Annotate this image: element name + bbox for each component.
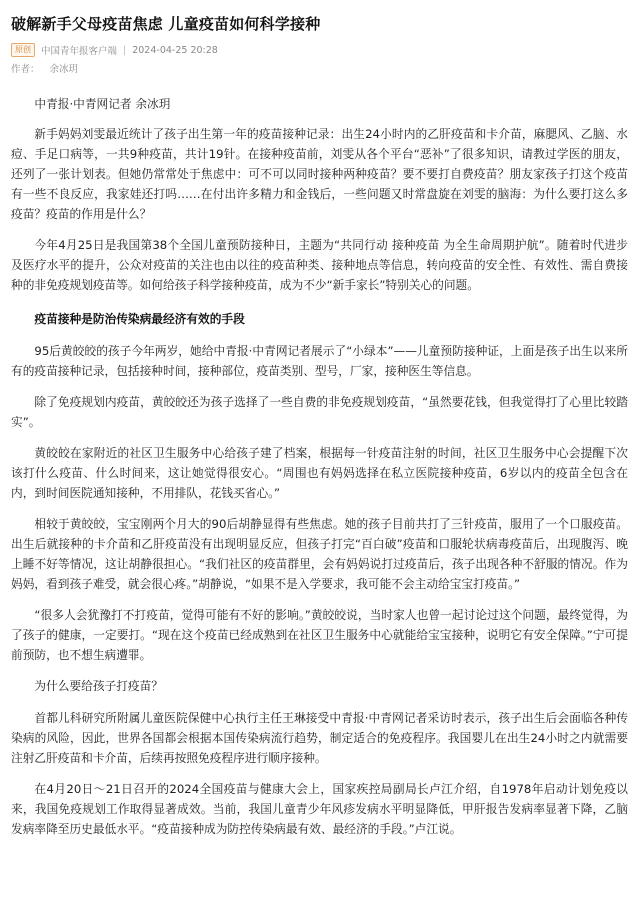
source-link[interactable]: 中国青年报客户端 [41,46,118,57]
author-label: 作者： [11,64,40,75]
body-paragraph: “很多人会犹豫打不打疫苗，觉得可能有不好的影响。”黄皎皎说，当时家人也曾一起讨论过这个问题，最终觉得，为了孩子的健康，一定要打。“现在这个疫苗已经成熟到在社区卫生服务中心就能给宝宝接种，说明它有安全保障。”宁可提前预防，也不想生病遭罪。 [11,608,628,662]
body-paragraph: 除了免疫规划内疫苗，黄皎皎还为孩子选择了一些自费的非免疫规划疫苗，“虽然要花钱，但我觉得打了心里比较踏实”。 [11,395,628,429]
question-paragraph: 为什么要给孩子打疫苗？ [34,679,163,693]
body-paragraph: 相较于黄皎皎，宝宝刚两个月大的90后胡静显得有些焦虑。她的孩子目前共打了三针疫苗，服用了一个口服疫苗。出生后就接种的卡介苗和乙肝疫苗没有出现明显反应，但孩子打完“百白破”疫苗和口服轮状病毒疫苗后，出现腹泻、晚上睡不好等情况，这让胡静很担心。“我们社区的疫苗群里，会有妈妈说打过疫苗后，孩子出现各种不舒服的情况。作为妈妈，看到孩子难受，就会很心疼。”胡静说，“如果不是入学要求，我可能不会主动给宝宝打疫苗。” [11,517,628,591]
original-badge: 原创 [11,43,35,57]
body-paragraph: 今年4月25日是我国第38个全国儿童预防接种日，主题为“共同行动 接种疫苗 为全生命周期护航”。随着时代进步及医疗水平的提升，公众对疫苗的关注也由以往的疫苗种类、接种地点等信息，转向疫苗的安全性、有效性、需自费接种的非免疫规划疫苗等。如何给孩子科学接种疫苗，成为不少“新手家长”特别关心的问题。 [11,238,628,292]
article-page [0,14,640,908]
author-row [11,61,628,75]
body-paragraph: 95后黄皎皎的孩子今年两岁，她给中青报·中青网记者展示了“小绿本”——儿童预防接种证，上面是孩子出生以来所有的疫苗接种记录，包括接种时间，接种部位，疫苗类别、型号，厂家，接种医生等信息。 [11,344,628,378]
body-paragraph: 在4月20日～21日召开的2024全国疫苗与健康大会上，国家疾控局副局长卢江介绍，自1978年启动计划免疫以来，我国免疫规划工作取得显著成效。当前，我国儿童青少年风疹发病水平明显降低，甲肝报告发病率显著下降，乙脑发病率降至历史最低水平。“疫苗接种成为防控传染病最有效、最经济的手段。”卢江说。 [11,782,628,836]
byline-paragraph: 中青报·中青网记者 余冰玥 [34,97,171,111]
section-subheading: 疫苗接种是防治传染病最经济有效的手段 [34,312,245,326]
article-title: 破解新手父母疫苗焦虑 儿童疫苗如何科学接种 [11,15,321,33]
meta-separator: | [123,44,127,56]
body-paragraph: 黄皎皎在家附近的社区卫生服务中心给孩子建了档案，根据每一针疫苗注射的时间，社区卫生服务中心会提醒下次该打什么疫苗、什么时间来，这让她觉得很安心。“周围也有妈妈选择在私立医院接种疫苗，6岁以内的疫苗全包含在内，到时间医院通知接种，不用排队，花钱买省心。” [11,446,628,500]
publish-datetime: 2024-04-25 20:28 [132,44,218,56]
body-paragraph: 新手妈妈刘雯最近统计了孩子出生第一年的疫苗接种记录：出生24小时内的乙肝疫苗和卡介苗，麻腮风、乙脑、水痘、手足口病等，一共9种疫苗，共计19针。在接种疫苗前，刘雯从各个平台“恶补”了很多知识，请教过学医的朋友，还列了一张计划表。但她仍常常处于焦虑中：可不可以同时接种两种疫苗？要不要打自费疫苗？朋友家孩子打这个疫苗有一些不良反应，我家娃还打吗……在付出许多精力和金钱后，一些问题又时常盘旋在刘雯的脑海：为什么要打这么多疫苗？疫苗的作用是什么？ [11,127,628,221]
article-body [11,94,628,839]
article-meta [11,42,628,58]
author-name: 余冰玥 [49,64,79,75]
body-paragraph: 首都儿科研究所附属儿童医院保健中心执行主任王琳接受中青报·中青网记者采访时表示，孩子出生后会面临各种传染病的风险，因此，世界各国都会根据本国传染病流行趋势，制定适合的免疫程序。我国婴儿在出生24小时之内就需要注射乙肝疫苗和卡介苗，后续再按照免疫程序进行顺序接种。 [11,711,628,765]
